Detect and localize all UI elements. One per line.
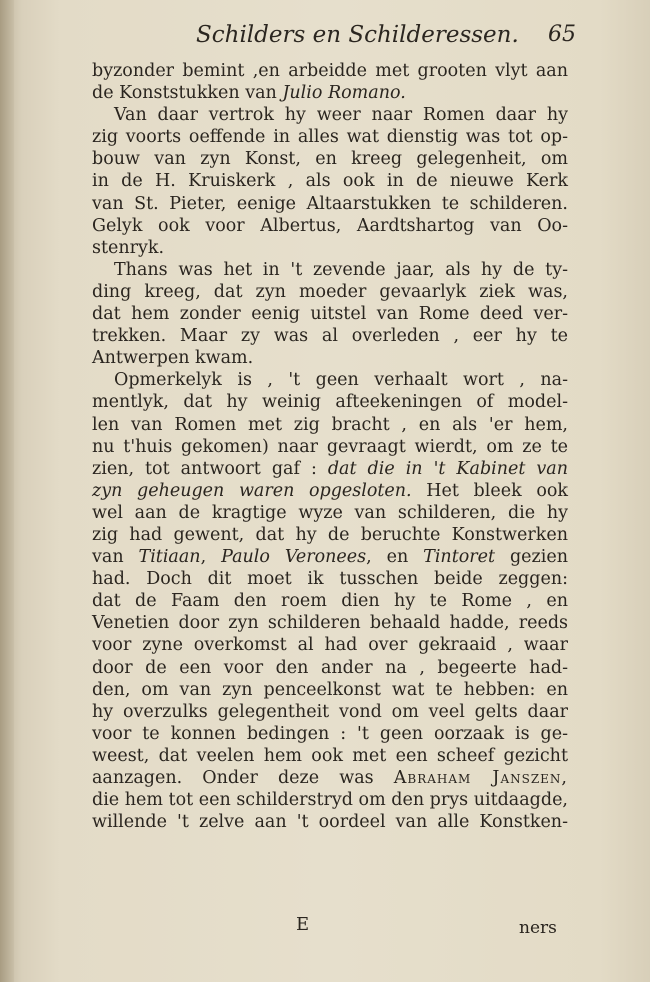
text-line: Antwerpen kwam. <box>92 348 254 369</box>
signature-mark: E <box>296 914 310 935</box>
body-text <box>92 60 568 833</box>
italic-name: Paulo Veronees <box>221 547 367 568</box>
text-line: zig had gewent, dat hy de beruchte Konstwerken <box>92 524 568 545</box>
text-line: wel aan de kragtige wyze van schilderen, die hy <box>92 502 568 523</box>
text-line: weest, dat veelen hem ook met een scheef gezicht <box>92 745 568 766</box>
italic-name: Tintoret <box>423 547 496 568</box>
text-line: de Konststukken van Julio Romano. <box>92 83 406 104</box>
text-line: dat hem zonder eenig uitstel van Rome deed ver- <box>92 304 568 325</box>
italic-name: Julio Romano. <box>282 83 406 104</box>
text-line: willende 't zelve aan 't oordeel van alle Konstken- <box>92 812 568 833</box>
text-line: dat de Faam den roem dien hy te Rome , en <box>92 591 568 612</box>
text-line: aanzagen. Onder deze was Abraham Janszen, <box>92 768 568 788</box>
text-line: ding kreeg, dat zyn moeder gevaarlyk ziek was, <box>92 281 568 302</box>
italic-quote: zyn geheugen waren opgesloten. <box>92 480 412 501</box>
text-line: voor te konnen bedingen : 't geen oorzaak is ge- <box>92 723 568 744</box>
text-line: nu t'huis gekomen) naar gevraagt wierdt, om ze te <box>92 436 568 457</box>
text-line: Thans was het in 't zevende jaar, als hy de ty- <box>114 259 568 280</box>
text-line: in de H. Kruiskerk , als ook in de nieuwe Kerk <box>92 171 568 192</box>
text-line: van St. Pieter, eenige Altaarstukken te schilderen. <box>92 193 568 214</box>
text-line: Opmerkelyk is , 't geen verhaalt wort , na- <box>114 370 568 391</box>
binding-gutter <box>0 0 14 982</box>
text-line: had. Doch dit moet ik tusschen beide zeggen: <box>92 569 568 590</box>
catchword: ners <box>519 918 557 938</box>
italic-name: Titiaan <box>138 547 201 568</box>
text-line: door de een voor den ander na , begeerte had- <box>92 657 568 678</box>
page-header <box>196 22 576 54</box>
text-line: zyn geheugen waren opgesloten. Het bleek ook <box>92 480 568 501</box>
text-line: die hem tot een schilderstryd om den prys uitdaagde, <box>92 790 568 811</box>
text-line: byzonder bemint ,en arbeidde met grooten vlyt aan <box>92 61 568 81</box>
text-line: bouw van zyn Konst, en kreeg gelegenheit, om <box>92 149 568 170</box>
text-line: Venetien door zyn schilderen behaald hadde, reeds <box>92 613 568 634</box>
text-line: Van daar vertrok hy weer naar Romen daar hy <box>114 105 568 126</box>
italic-quote: dat die in 't Kabinet van <box>327 458 568 479</box>
text-line: den, om van zyn penceelkonst wat te hebben: en <box>92 679 568 700</box>
text-line: zien, tot antwoort gaf : dat die in 't Kabinet van <box>92 458 568 479</box>
text-line: trekken. Maar zy was al overleden , eer hy te <box>92 326 568 347</box>
text-line: hy overzulks gelegentheit vond om veel gelts daar <box>92 701 568 722</box>
text-line: mentlyk, dat hy weinig afteekeningen of model- <box>92 392 568 413</box>
page-number: 65 <box>548 22 576 47</box>
text-line: len van Romen met zig bracht , en als 'er hem, <box>92 414 568 435</box>
small-caps-name: Abraham Janszen, <box>393 768 568 788</box>
text-line: stenryk. <box>92 237 165 258</box>
text-line: zig voorts oeffende in alles wat dienstig was tot op- <box>92 127 568 148</box>
text-line: van Titiaan, Paulo Veronees, en Tintoret gezien <box>92 547 568 568</box>
running-title: Schilders en Schilderessen. <box>196 22 519 48</box>
text-line: Gelyk ook voor Albertus, Aardtshartog van Oo- <box>92 215 568 236</box>
text-line: voor zyne overkomst al had over gekraaid , waar <box>92 635 568 656</box>
